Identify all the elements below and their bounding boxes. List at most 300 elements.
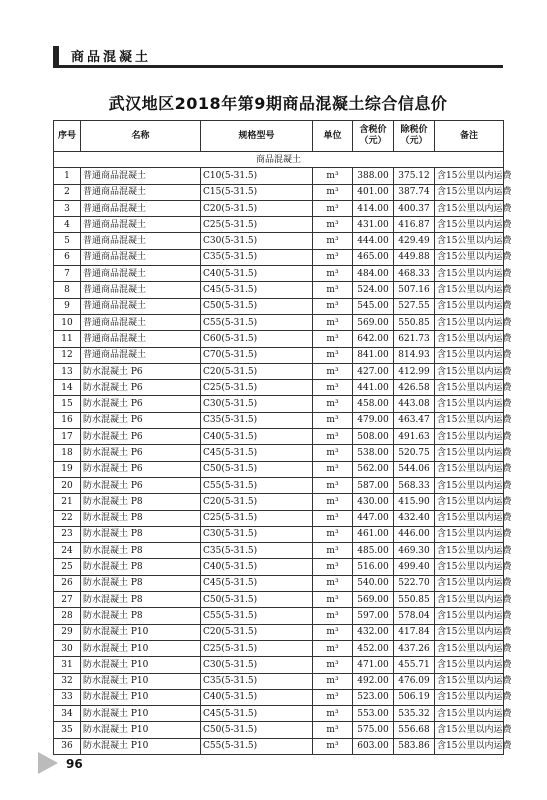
row-name: 防水混凝土 P8 bbox=[81, 510, 201, 526]
row-price-tax-in: 471.00 bbox=[353, 657, 394, 673]
row-note: 含15公里以内运费 bbox=[435, 510, 504, 526]
row-spec: C35(5-31.5) bbox=[201, 543, 313, 559]
table-row bbox=[54, 363, 504, 379]
row-name: 防水混凝土 P6 bbox=[81, 445, 201, 461]
row-number: 3 bbox=[54, 200, 81, 216]
row-note: 含15公里以内运费 bbox=[435, 608, 504, 624]
row-spec: C25(5-31.5) bbox=[201, 217, 313, 233]
row-price-tax-ex: 416.87 bbox=[394, 217, 435, 233]
row-price-tax-in: 432.00 bbox=[353, 624, 394, 640]
table-row bbox=[54, 640, 504, 656]
row-name: 防水混凝土 P10 bbox=[81, 722, 201, 738]
table-row bbox=[54, 559, 504, 575]
row-name: 防水混凝土 P6 bbox=[81, 412, 201, 428]
row-note: 含15公里以内运费 bbox=[435, 559, 504, 575]
row-number: 21 bbox=[54, 494, 81, 510]
row-spec: C55(5-31.5) bbox=[201, 477, 313, 493]
row-number: 2 bbox=[54, 184, 81, 200]
row-unit: m³ bbox=[313, 608, 353, 624]
row-spec: C40(5-31.5) bbox=[201, 266, 313, 282]
row-spec: C25(5-31.5) bbox=[201, 380, 313, 396]
row-unit: m³ bbox=[313, 673, 353, 689]
row-spec: C45(5-31.5) bbox=[201, 706, 313, 722]
row-price-tax-in: 569.00 bbox=[353, 592, 394, 608]
section-header-marker bbox=[53, 46, 59, 65]
row-unit: m³ bbox=[313, 477, 353, 493]
row-price-tax-in: 642.00 bbox=[353, 331, 394, 347]
table-row bbox=[54, 575, 504, 591]
table-row bbox=[54, 314, 504, 330]
row-name: 防水混凝土 P6 bbox=[81, 396, 201, 412]
row-note: 含15公里以内运费 bbox=[435, 233, 504, 249]
row-unit: m³ bbox=[313, 689, 353, 705]
row-note: 含15公里以内运费 bbox=[435, 168, 504, 184]
row-number: 31 bbox=[54, 657, 81, 673]
row-price-tax-ex: 583.86 bbox=[394, 738, 435, 754]
row-spec: C55(5-31.5) bbox=[201, 314, 313, 330]
row-number: 12 bbox=[54, 347, 81, 363]
row-price-tax-ex: 544.06 bbox=[394, 461, 435, 477]
row-price-tax-in: 538.00 bbox=[353, 445, 394, 461]
row-number: 7 bbox=[54, 266, 81, 282]
row-note: 含15公里以内运费 bbox=[435, 689, 504, 705]
row-unit: m³ bbox=[313, 331, 353, 347]
row-number: 30 bbox=[54, 640, 81, 656]
row-price-tax-in: 401.00 bbox=[353, 184, 394, 200]
row-spec: C50(5-31.5) bbox=[201, 722, 313, 738]
row-price-tax-in: 427.00 bbox=[353, 363, 394, 379]
row-name: 普通商品混凝土 bbox=[81, 282, 201, 298]
section-header-label: 商品混凝土 bbox=[71, 50, 152, 65]
row-number: 19 bbox=[54, 461, 81, 477]
row-name: 防水混凝土 P10 bbox=[81, 673, 201, 689]
row-price-tax-ex: 568.33 bbox=[394, 477, 435, 493]
row-name: 普通商品混凝土 bbox=[81, 347, 201, 363]
table-row bbox=[54, 673, 504, 689]
row-price-tax-in: 458.00 bbox=[353, 396, 394, 412]
row-price-tax-in: 441.00 bbox=[353, 380, 394, 396]
row-spec: C35(5-31.5) bbox=[201, 673, 313, 689]
page-title: 武汉地区2018年第9期商品混凝土综合信息价 bbox=[108, 94, 448, 113]
table-row bbox=[54, 217, 504, 233]
row-price-tax-in: 447.00 bbox=[353, 510, 394, 526]
row-spec: C45(5-31.5) bbox=[201, 575, 313, 591]
section-title: 商品混凝土 bbox=[54, 152, 504, 168]
row-number: 24 bbox=[54, 543, 81, 559]
row-name: 防水混凝土 P10 bbox=[81, 624, 201, 640]
row-unit: m³ bbox=[313, 640, 353, 656]
table-row bbox=[54, 233, 504, 249]
row-number: 33 bbox=[54, 689, 81, 705]
row-price-tax-in: 452.00 bbox=[353, 640, 394, 656]
row-number: 1 bbox=[54, 168, 81, 184]
row-name: 防水混凝土 P6 bbox=[81, 477, 201, 493]
row-price-tax-in: 414.00 bbox=[353, 200, 394, 216]
row-note: 含15公里以内运费 bbox=[435, 282, 504, 298]
row-name: 防水混凝土 P8 bbox=[81, 575, 201, 591]
row-name: 普通商品混凝土 bbox=[81, 314, 201, 330]
row-price-tax-ex: 426.58 bbox=[394, 380, 435, 396]
row-price-tax-ex: 432.40 bbox=[394, 510, 435, 526]
table-row bbox=[54, 689, 504, 705]
row-price-tax-in: 465.00 bbox=[353, 249, 394, 265]
row-unit: m³ bbox=[313, 706, 353, 722]
table-row bbox=[54, 592, 504, 608]
row-price-tax-in: 388.00 bbox=[353, 168, 394, 184]
row-price-tax-ex: 522.70 bbox=[394, 575, 435, 591]
row-number: 29 bbox=[54, 624, 81, 640]
row-price-tax-ex: 520.75 bbox=[394, 445, 435, 461]
row-note: 含15公里以内运费 bbox=[435, 477, 504, 493]
row-price-tax-ex: 535.32 bbox=[394, 706, 435, 722]
page-arrow-decoration bbox=[38, 752, 58, 774]
row-spec: C20(5-31.5) bbox=[201, 200, 313, 216]
row-note: 含15公里以内运费 bbox=[435, 347, 504, 363]
row-note: 含15公里以内运费 bbox=[435, 592, 504, 608]
row-price-tax-in: 562.00 bbox=[353, 461, 394, 477]
table-row bbox=[54, 477, 504, 493]
row-price-tax-ex: 621.73 bbox=[394, 331, 435, 347]
table-row bbox=[54, 738, 504, 754]
table-row bbox=[54, 722, 504, 738]
row-price-tax-in: 508.00 bbox=[353, 429, 394, 445]
row-price-tax-in: 540.00 bbox=[353, 575, 394, 591]
row-unit: m³ bbox=[313, 363, 353, 379]
row-price-tax-in: 523.00 bbox=[353, 689, 394, 705]
row-price-tax-in: 430.00 bbox=[353, 494, 394, 510]
row-unit: m³ bbox=[313, 184, 353, 200]
row-price-tax-ex: 400.37 bbox=[394, 200, 435, 216]
row-price-tax-ex: 429.49 bbox=[394, 233, 435, 249]
row-unit: m³ bbox=[313, 233, 353, 249]
row-unit: m³ bbox=[313, 543, 353, 559]
row-price-tax-ex: 468.33 bbox=[394, 266, 435, 282]
section-row bbox=[54, 152, 504, 168]
row-price-tax-ex: 469.30 bbox=[394, 543, 435, 559]
row-number: 26 bbox=[54, 575, 81, 591]
row-note: 含15公里以内运费 bbox=[435, 298, 504, 314]
row-spec: C30(5-31.5) bbox=[201, 657, 313, 673]
row-spec: C25(5-31.5) bbox=[201, 640, 313, 656]
table-row bbox=[54, 331, 504, 347]
row-price-tax-in: 587.00 bbox=[353, 477, 394, 493]
row-spec: C70(5-31.5) bbox=[201, 347, 313, 363]
table-row bbox=[54, 168, 504, 184]
row-spec: C55(5-31.5) bbox=[201, 738, 313, 754]
row-spec: C30(5-31.5) bbox=[201, 396, 313, 412]
col-header-no: 序号 bbox=[54, 121, 81, 152]
row-number: 16 bbox=[54, 412, 81, 428]
table-row bbox=[54, 526, 504, 542]
row-note: 含15公里以内运费 bbox=[435, 543, 504, 559]
row-note: 含15公里以内运费 bbox=[435, 266, 504, 282]
row-spec: C10(5-31.5) bbox=[201, 168, 313, 184]
col-header-tax-in: 含税价（元） bbox=[353, 121, 394, 152]
row-price-tax-ex: 446.00 bbox=[394, 526, 435, 542]
row-price-tax-ex: 550.85 bbox=[394, 592, 435, 608]
row-name: 普通商品混凝土 bbox=[81, 331, 201, 347]
row-unit: m³ bbox=[313, 526, 353, 542]
row-note: 含15公里以内运费 bbox=[435, 738, 504, 754]
row-note: 含15公里以内运费 bbox=[435, 217, 504, 233]
row-price-tax-ex: 556.68 bbox=[394, 722, 435, 738]
row-name: 防水混凝土 P10 bbox=[81, 640, 201, 656]
row-number: 22 bbox=[54, 510, 81, 526]
table-row bbox=[54, 184, 504, 200]
row-price-tax-in: 545.00 bbox=[353, 298, 394, 314]
row-unit: m³ bbox=[313, 738, 353, 754]
row-number: 25 bbox=[54, 559, 81, 575]
table-row bbox=[54, 298, 504, 314]
row-unit: m³ bbox=[313, 347, 353, 363]
row-name: 普通商品混凝土 bbox=[81, 233, 201, 249]
table-row bbox=[54, 461, 504, 477]
row-price-tax-ex: 491.63 bbox=[394, 429, 435, 445]
row-note: 含15公里以内运费 bbox=[435, 380, 504, 396]
row-unit: m³ bbox=[313, 217, 353, 233]
row-unit: m³ bbox=[313, 282, 353, 298]
row-note: 含15公里以内运费 bbox=[435, 673, 504, 689]
row-note: 含15公里以内运费 bbox=[435, 429, 504, 445]
row-name: 普通商品混凝土 bbox=[81, 184, 201, 200]
row-name: 防水混凝土 P8 bbox=[81, 543, 201, 559]
row-name: 防水混凝土 P10 bbox=[81, 689, 201, 705]
row-number: 13 bbox=[54, 363, 81, 379]
row-spec: C20(5-31.5) bbox=[201, 363, 313, 379]
row-price-tax-ex: 499.40 bbox=[394, 559, 435, 575]
row-unit: m³ bbox=[313, 380, 353, 396]
table-row bbox=[54, 624, 504, 640]
row-name: 防水混凝土 P8 bbox=[81, 494, 201, 510]
row-price-tax-in: 444.00 bbox=[353, 233, 394, 249]
row-number: 27 bbox=[54, 592, 81, 608]
row-note: 含15公里以内运费 bbox=[435, 184, 504, 200]
row-note: 含15公里以内运费 bbox=[435, 640, 504, 656]
row-price-tax-in: 431.00 bbox=[353, 217, 394, 233]
row-price-tax-ex: 415.90 bbox=[394, 494, 435, 510]
row-unit: m³ bbox=[313, 559, 353, 575]
row-name: 防水混凝土 P10 bbox=[81, 706, 201, 722]
row-price-tax-in: 492.00 bbox=[353, 673, 394, 689]
row-spec: C50(5-31.5) bbox=[201, 461, 313, 477]
row-unit: m³ bbox=[313, 412, 353, 428]
row-unit: m³ bbox=[313, 266, 353, 282]
row-number: 6 bbox=[54, 249, 81, 265]
row-price-tax-ex: 443.08 bbox=[394, 396, 435, 412]
row-price-tax-ex: 417.84 bbox=[394, 624, 435, 640]
row-spec: C40(5-31.5) bbox=[201, 559, 313, 575]
table-row bbox=[54, 380, 504, 396]
row-spec: C60(5-31.5) bbox=[201, 331, 313, 347]
row-number: 8 bbox=[54, 282, 81, 298]
row-name: 防水混凝土 P6 bbox=[81, 380, 201, 396]
page-number: 96 bbox=[66, 757, 83, 771]
col-header-tax-ex: 除税价（元） bbox=[394, 121, 435, 152]
row-number: 18 bbox=[54, 445, 81, 461]
row-price-tax-in: 524.00 bbox=[353, 282, 394, 298]
row-note: 含15公里以内运费 bbox=[435, 722, 504, 738]
row-price-tax-ex: 437.26 bbox=[394, 640, 435, 656]
price-table bbox=[53, 120, 512, 755]
row-unit: m³ bbox=[313, 624, 353, 640]
row-number: 15 bbox=[54, 396, 81, 412]
row-spec: C35(5-31.5) bbox=[201, 249, 313, 265]
row-unit: m³ bbox=[313, 461, 353, 477]
row-price-tax-ex: 814.93 bbox=[394, 347, 435, 363]
row-name: 防水混凝土 P8 bbox=[81, 559, 201, 575]
row-number: 35 bbox=[54, 722, 81, 738]
row-name: 普通商品混凝土 bbox=[81, 200, 201, 216]
row-unit: m³ bbox=[313, 200, 353, 216]
row-spec: C45(5-31.5) bbox=[201, 445, 313, 461]
row-note: 含15公里以内运费 bbox=[435, 657, 504, 673]
row-price-tax-ex: 463.47 bbox=[394, 412, 435, 428]
row-price-tax-in: 575.00 bbox=[353, 722, 394, 738]
row-price-tax-ex: 550.85 bbox=[394, 314, 435, 330]
row-number: 11 bbox=[54, 331, 81, 347]
row-number: 32 bbox=[54, 673, 81, 689]
row-spec: C55(5-31.5) bbox=[201, 608, 313, 624]
row-number: 14 bbox=[54, 380, 81, 396]
row-spec: C40(5-31.5) bbox=[201, 429, 313, 445]
row-price-tax-ex: 578.04 bbox=[394, 608, 435, 624]
row-note: 含15公里以内运费 bbox=[435, 412, 504, 428]
table-row bbox=[54, 657, 504, 673]
row-number: 5 bbox=[54, 233, 81, 249]
row-note: 含15公里以内运费 bbox=[435, 526, 504, 542]
row-price-tax-ex: 507.16 bbox=[394, 282, 435, 298]
row-number: 17 bbox=[54, 429, 81, 445]
table-row bbox=[54, 429, 504, 445]
row-note: 含15公里以内运费 bbox=[435, 200, 504, 216]
col-header-spec: 规格型号 bbox=[201, 121, 313, 152]
row-spec: C30(5-31.5) bbox=[201, 233, 313, 249]
row-note: 含15公里以内运费 bbox=[435, 706, 504, 722]
table-row bbox=[54, 543, 504, 559]
row-unit: m³ bbox=[313, 168, 353, 184]
table-row bbox=[54, 282, 504, 298]
table-row bbox=[54, 266, 504, 282]
table-row bbox=[54, 347, 504, 363]
row-spec: C20(5-31.5) bbox=[201, 494, 313, 510]
row-unit: m³ bbox=[313, 396, 353, 412]
row-note: 含15公里以内运费 bbox=[435, 314, 504, 330]
row-name: 防水混凝土 P10 bbox=[81, 657, 201, 673]
row-note: 含15公里以内运费 bbox=[435, 624, 504, 640]
row-unit: m³ bbox=[313, 314, 353, 330]
row-unit: m³ bbox=[313, 445, 353, 461]
row-spec: C15(5-31.5) bbox=[201, 184, 313, 200]
col-header-note: 备注 bbox=[435, 121, 504, 152]
row-name: 防水混凝土 P10 bbox=[81, 738, 201, 754]
row-spec: C45(5-31.5) bbox=[201, 282, 313, 298]
section-header-bar bbox=[53, 46, 503, 68]
row-number: 4 bbox=[54, 217, 81, 233]
row-unit: m³ bbox=[313, 722, 353, 738]
row-price-tax-in: 569.00 bbox=[353, 314, 394, 330]
row-name: 防水混凝土 P8 bbox=[81, 526, 201, 542]
row-unit: m³ bbox=[313, 249, 353, 265]
row-name: 普通商品混凝土 bbox=[81, 249, 201, 265]
row-price-tax-in: 603.00 bbox=[353, 738, 394, 754]
row-note: 含15公里以内运费 bbox=[435, 363, 504, 379]
row-price-tax-ex: 455.71 bbox=[394, 657, 435, 673]
table-row bbox=[54, 706, 504, 722]
row-unit: m³ bbox=[313, 510, 353, 526]
table-row bbox=[54, 608, 504, 624]
table-row bbox=[54, 412, 504, 428]
row-spec: C40(5-31.5) bbox=[201, 689, 313, 705]
row-price-tax-in: 597.00 bbox=[353, 608, 394, 624]
row-note: 含15公里以内运费 bbox=[435, 249, 504, 265]
row-name: 防水混凝土 P8 bbox=[81, 592, 201, 608]
row-price-tax-ex: 527.55 bbox=[394, 298, 435, 314]
row-unit: m³ bbox=[313, 592, 353, 608]
row-spec: C35(5-31.5) bbox=[201, 412, 313, 428]
table-row bbox=[54, 200, 504, 216]
row-price-tax-in: 484.00 bbox=[353, 266, 394, 282]
row-name: 普通商品混凝土 bbox=[81, 266, 201, 282]
row-price-tax-ex: 387.74 bbox=[394, 184, 435, 200]
row-spec: C50(5-31.5) bbox=[201, 298, 313, 314]
row-name: 普通商品混凝土 bbox=[81, 217, 201, 233]
row-price-tax-ex: 476.09 bbox=[394, 673, 435, 689]
row-price-tax-ex: 412.99 bbox=[394, 363, 435, 379]
row-note: 含15公里以内运费 bbox=[435, 575, 504, 591]
row-unit: m³ bbox=[313, 298, 353, 314]
row-price-tax-in: 841.00 bbox=[353, 347, 394, 363]
row-note: 含15公里以内运费 bbox=[435, 331, 504, 347]
table-row bbox=[54, 249, 504, 265]
row-spec: C20(5-31.5) bbox=[201, 624, 313, 640]
row-number: 36 bbox=[54, 738, 81, 754]
row-price-tax-ex: 506.19 bbox=[394, 689, 435, 705]
row-note: 含15公里以内运费 bbox=[435, 445, 504, 461]
row-unit: m³ bbox=[313, 657, 353, 673]
table-row bbox=[54, 510, 504, 526]
row-number: 9 bbox=[54, 298, 81, 314]
row-note: 含15公里以内运费 bbox=[435, 494, 504, 510]
row-spec: C25(5-31.5) bbox=[201, 510, 313, 526]
row-price-tax-ex: 375.12 bbox=[394, 168, 435, 184]
row-price-tax-in: 516.00 bbox=[353, 559, 394, 575]
row-spec: C30(5-31.5) bbox=[201, 526, 313, 542]
row-number: 20 bbox=[54, 477, 81, 493]
row-number: 10 bbox=[54, 314, 81, 330]
col-header-name: 名称 bbox=[81, 121, 201, 152]
row-unit: m³ bbox=[313, 494, 353, 510]
row-unit: m³ bbox=[313, 575, 353, 591]
row-note: 含15公里以内运费 bbox=[435, 461, 504, 477]
row-spec: C50(5-31.5) bbox=[201, 592, 313, 608]
row-price-tax-ex: 449.88 bbox=[394, 249, 435, 265]
row-price-tax-in: 479.00 bbox=[353, 412, 394, 428]
row-name: 防水混凝土 P6 bbox=[81, 461, 201, 477]
row-number: 23 bbox=[54, 526, 81, 542]
row-unit: m³ bbox=[313, 429, 353, 445]
col-header-unit: 单位 bbox=[313, 121, 353, 152]
table-row bbox=[54, 396, 504, 412]
row-number: 28 bbox=[54, 608, 81, 624]
row-price-tax-in: 461.00 bbox=[353, 526, 394, 542]
row-name: 防水混凝土 P6 bbox=[81, 429, 201, 445]
row-name: 防水混凝土 P6 bbox=[81, 363, 201, 379]
row-price-tax-in: 485.00 bbox=[353, 543, 394, 559]
row-price-tax-in: 553.00 bbox=[353, 706, 394, 722]
row-number: 34 bbox=[54, 706, 81, 722]
table-row bbox=[54, 445, 504, 461]
row-name: 防水混凝土 P8 bbox=[81, 608, 201, 624]
